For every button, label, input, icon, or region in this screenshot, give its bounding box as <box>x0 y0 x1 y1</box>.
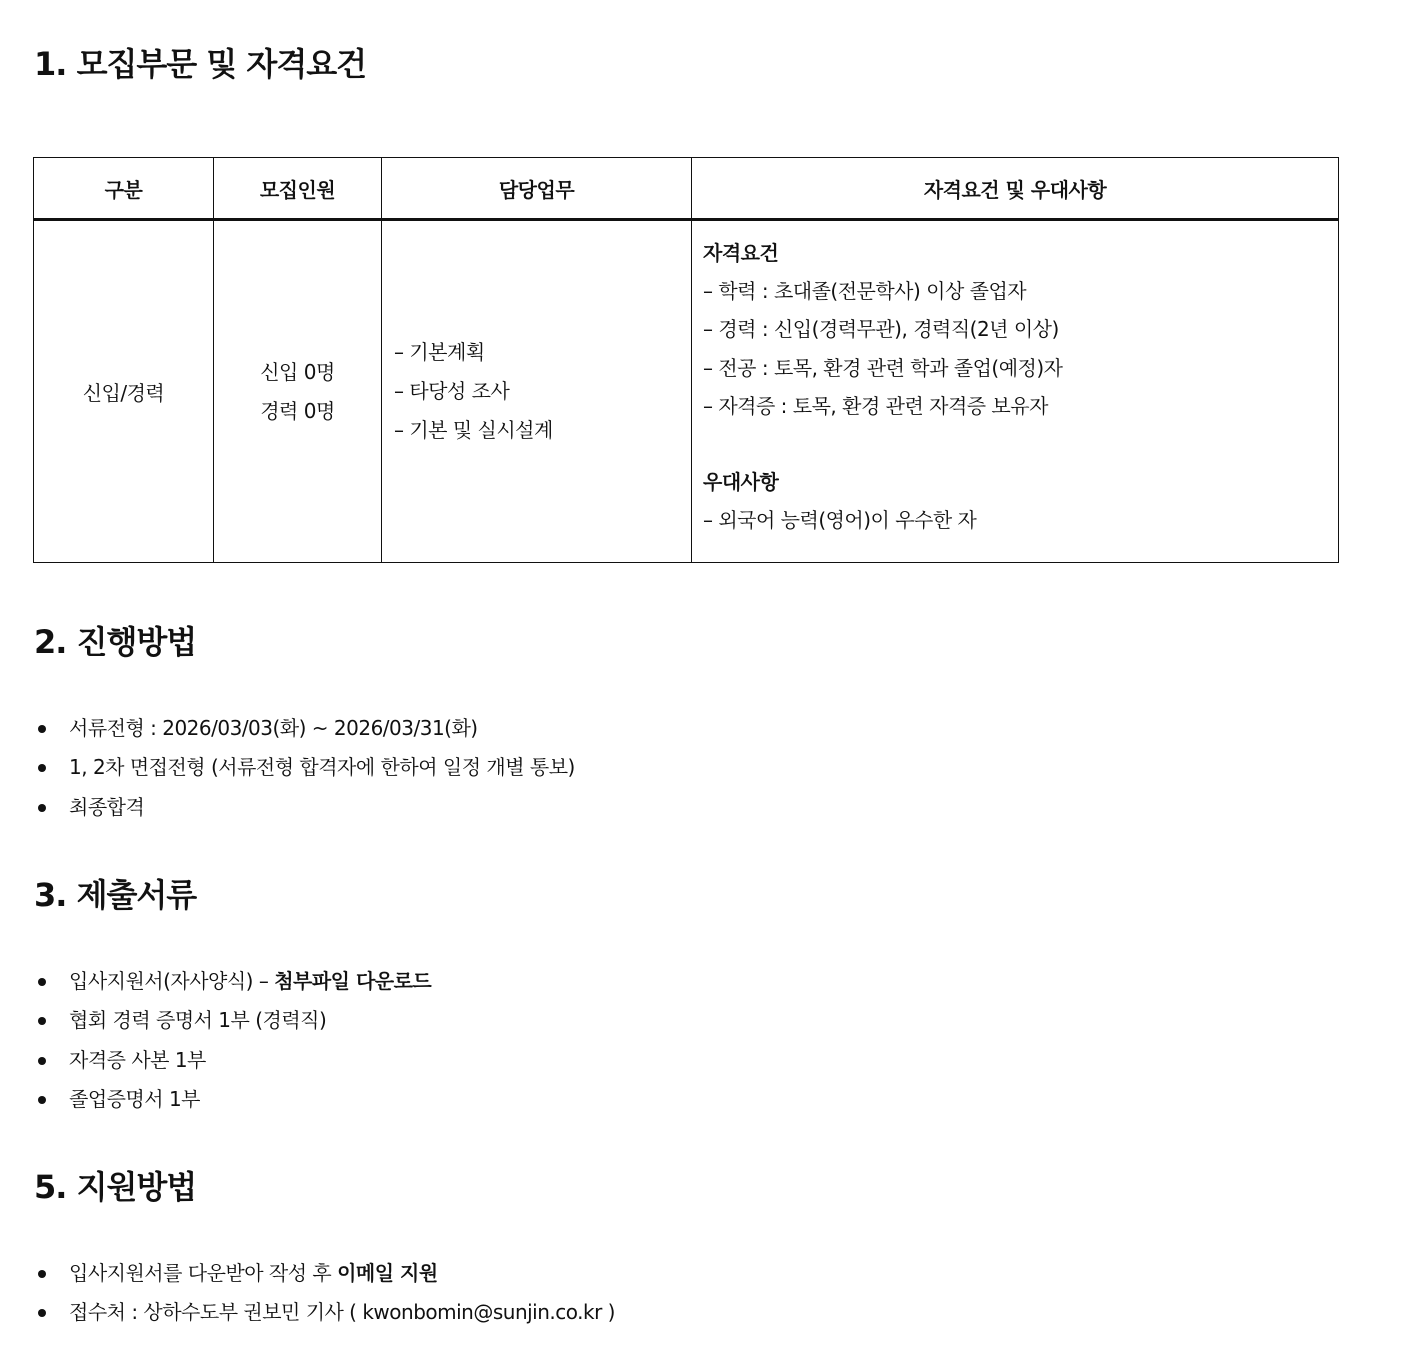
email-apply-text: 이메일 지원 <box>337 1261 438 1285</box>
list-item-text: 최종합격 <box>69 794 145 819</box>
cell-qualifications <box>692 220 1339 563</box>
attachment-download-link[interactable]: 첨부파일 다운로드 <box>274 969 432 993</box>
duty-item: – 기본계획 <box>394 340 485 364</box>
list-item-text: 협회 경력 증명서 1부 (경력직) <box>69 1008 327 1033</box>
table-header-row <box>34 158 1339 220</box>
table-row <box>34 220 1339 563</box>
bullet-icon <box>38 1017 46 1025</box>
documents-list <box>34 962 431 1119</box>
section-title-documents: 3. 제출서류 <box>34 876 197 914</box>
list-item <box>34 748 575 787</box>
section-title-process: 2. 진행방법 <box>34 623 197 661</box>
bullet-icon <box>38 1096 46 1104</box>
qualification-item: – 전공 : 토목, 환경 관련 학과 졸업(예정)자 <box>703 355 1063 380</box>
list-item <box>34 1080 431 1119</box>
cell-category: 신입/경력 <box>34 220 214 563</box>
preferences-heading: 우대사항 <box>703 470 779 495</box>
bullet-icon <box>38 804 46 812</box>
recruitment-table <box>33 157 1339 563</box>
bullet-icon <box>38 1057 46 1065</box>
list-item-text: 입사지원서(자사양식) – <box>69 969 275 993</box>
cell-duties <box>382 220 692 563</box>
list-item-text: 입사지원서를 다운받아 작성 후 <box>69 1261 338 1285</box>
list-item <box>34 962 431 1001</box>
headcount-experienced: 경력 0명 <box>260 398 335 423</box>
section-title-recruitment: 1. 모집부문 및 자격요건 <box>34 45 367 83</box>
list-item <box>34 1001 431 1040</box>
list-item-text: 자격증 사본 1부 <box>69 1047 206 1072</box>
list-item-text: 졸업증명서 1부 <box>69 1086 201 1111</box>
contact-text: 접수처 : 상하수도부 권보민 기사 ( kwonbomin@sunjin.co.kr ) <box>69 1300 615 1325</box>
preference-item: – 외국어 능력(영어)이 우수한 자 <box>703 508 977 533</box>
list-item-text: 1, 2차 면접전형 (서류전형 합격자에 한하여 일정 개별 통보) <box>69 755 575 780</box>
list-item <box>34 1041 431 1080</box>
qualifications-heading: 자격요건 <box>703 241 779 265</box>
list-item <box>34 1293 615 1332</box>
header-duties: 담당업무 <box>382 158 692 220</box>
qualification-item: – 경력 : 신입(경력무관), 경력직(2년 이상) <box>703 317 1059 342</box>
headcount-new: 신입 0명 <box>260 359 335 384</box>
bullet-icon <box>38 1309 46 1317</box>
list-item <box>34 788 575 827</box>
list-item <box>34 709 575 748</box>
qualification-item: – 자격증 : 토목, 환경 관련 자격증 보유자 <box>703 393 1048 418</box>
cell-headcount <box>214 220 382 563</box>
header-headcount: 모집인원 <box>214 158 382 220</box>
spacer <box>703 425 1338 463</box>
process-list <box>34 709 575 827</box>
header-qualifications: 자격요건 및 우대사항 <box>692 158 1339 220</box>
list-item-text: 서류전형 : 2026/03/03(화) ~ 2026/03/31(화) <box>69 716 478 740</box>
qualification-item: – 학력 : 초대졸(전문학사) 이상 졸업자 <box>703 279 1027 304</box>
apply-list <box>34 1254 615 1333</box>
header-category: 구분 <box>34 158 214 220</box>
bullet-icon <box>38 978 46 986</box>
duty-item: – 타당성 조사 <box>394 379 510 403</box>
list-item <box>34 1254 615 1293</box>
bullet-icon <box>38 1270 46 1278</box>
duty-item: – 기본 및 실시설계 <box>394 418 553 442</box>
bullet-icon <box>38 725 46 733</box>
bullet-icon <box>38 764 46 772</box>
section-title-apply: 5. 지원방법 <box>34 1168 197 1206</box>
